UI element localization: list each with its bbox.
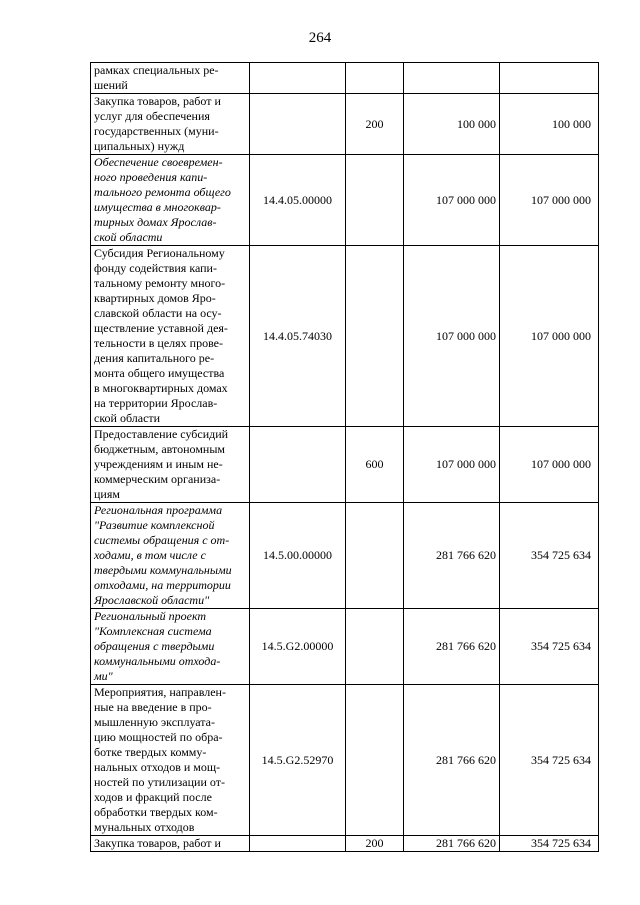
expense-name-line: славской области на осу- xyxy=(94,306,222,320)
table-row xyxy=(91,609,599,685)
expense-name-line: услуг для обеспечения xyxy=(94,109,210,123)
expense-name-cell xyxy=(91,685,250,836)
expense-name-line: ходами, в том числе с xyxy=(94,548,206,562)
expense-name-cell xyxy=(91,155,250,246)
amount-year2-cell: 100 000 xyxy=(500,94,599,155)
expense-name-line: коммунальными отхода- xyxy=(94,654,221,668)
expense-name-line: ходов и фракций после xyxy=(94,790,212,804)
expense-name-line: тельности в целях прове- xyxy=(94,336,224,350)
expense-name-line: имущества в многоквар- xyxy=(94,200,221,214)
expense-name-cell xyxy=(91,63,250,94)
expense-name-line: ботке твердых комму- xyxy=(94,745,207,759)
expense-name-cell xyxy=(91,427,250,503)
page-number: 264 xyxy=(308,30,332,46)
budget-table-body xyxy=(91,63,599,852)
amount-year2-cell: 107 000 000 xyxy=(500,155,599,246)
expense-name-line: ской области xyxy=(94,230,163,244)
table-row xyxy=(91,155,599,246)
table-row xyxy=(91,63,599,94)
expense-name-line: государственных (муни- xyxy=(94,124,219,138)
amount-year2-cell: 354 725 634 xyxy=(500,609,599,685)
table-row xyxy=(91,503,599,609)
target-article-code-cell: 14.4.05.00000 xyxy=(250,155,346,246)
expense-name-line: ской области xyxy=(94,411,161,425)
target-article-code-cell xyxy=(250,427,346,503)
expense-name-line: обращения с твердыми xyxy=(94,639,215,653)
amount-year2-cell: 107 000 000 xyxy=(500,427,599,503)
expense-name-line: ществление уставной дея- xyxy=(94,321,228,335)
expense-name-line: тирных домах Ярослав- xyxy=(94,215,217,229)
expense-name-line: учреждениям и иным не- xyxy=(94,457,223,471)
expense-name-cell xyxy=(91,246,250,427)
amount-year1-cell: 281 766 620 xyxy=(404,836,500,852)
amount-year2-cell: 354 725 634 xyxy=(500,836,599,852)
expense-name-line: Закупка товаров, работ и xyxy=(94,836,221,850)
target-article-code-cell: 14.5.G2.00000 xyxy=(250,609,346,685)
expense-name-line: "Развитие комплексной xyxy=(94,518,215,532)
expense-type-code-cell: 200 xyxy=(346,836,404,852)
amount-year1-cell: 107 000 000 xyxy=(404,427,500,503)
expense-name-line: ные на введение в про- xyxy=(94,700,212,714)
expense-name-line: "Комплексная система xyxy=(94,624,212,638)
table-row xyxy=(91,685,599,836)
amount-year1-cell xyxy=(404,63,500,94)
expense-name-line: Предоставление субсидий xyxy=(94,427,229,441)
expense-name-line: рамках специальных ре- xyxy=(94,63,219,77)
amount-year1-cell: 107 000 000 xyxy=(404,155,500,246)
expense-type-code-cell xyxy=(346,609,404,685)
expense-name-line: отходами, на территории xyxy=(94,578,231,592)
expense-name-cell xyxy=(91,609,250,685)
amount-year1-cell: 281 766 620 xyxy=(404,503,500,609)
amount-year2-cell: 354 725 634 xyxy=(500,685,599,836)
target-article-code-cell xyxy=(250,94,346,155)
expense-name-line: нальных отходов и мощ- xyxy=(94,760,221,774)
target-article-code-cell xyxy=(250,836,346,852)
expense-type-code-cell: 600 xyxy=(346,427,404,503)
target-article-code-cell: 14.4.05.74030 xyxy=(250,246,346,427)
expense-name-line: циям xyxy=(94,487,120,501)
expense-name-line: ми" xyxy=(94,669,113,683)
expense-name-cell xyxy=(91,836,250,852)
amount-year2-cell: 354 725 634 xyxy=(500,503,599,609)
expense-type-code-cell xyxy=(346,246,404,427)
target-article-code-cell xyxy=(250,63,346,94)
amount-year2-cell: 107 000 000 xyxy=(500,246,599,427)
expense-name-cell xyxy=(91,503,250,609)
target-article-code-cell: 14.5.G2.52970 xyxy=(250,685,346,836)
table-row xyxy=(91,427,599,503)
expense-name-line: Закупка товаров, работ и xyxy=(94,94,221,108)
expense-name-line: фонду содействия капи- xyxy=(94,261,217,275)
expense-name-line: ностей по утилизации от- xyxy=(94,775,225,789)
expense-type-code-cell: 200 xyxy=(346,94,404,155)
amount-year2-cell xyxy=(500,63,599,94)
expense-type-code-cell xyxy=(346,155,404,246)
expense-name-line: монта общего имущества xyxy=(94,366,225,380)
expense-name-line: системы обращения с от- xyxy=(94,533,230,547)
target-article-code-cell: 14.5.00.00000 xyxy=(250,503,346,609)
expense-name-line: тальному ремонту много- xyxy=(94,276,226,290)
expense-name-line: бюджетным, автономным xyxy=(94,442,225,456)
expense-name-line: твердыми коммунальными xyxy=(94,563,232,577)
expense-name-line: мышленную эксплуата- xyxy=(94,715,216,729)
expense-type-code-cell xyxy=(346,63,404,94)
expense-name-line: на территории Ярослав- xyxy=(94,396,218,410)
expense-name-line: мунальных отходов xyxy=(94,820,195,834)
table-row xyxy=(91,246,599,427)
expense-name-line: тального ремонта общего xyxy=(94,185,231,199)
expense-name-line: Ярославской области" xyxy=(94,593,210,607)
table-row xyxy=(91,94,599,155)
expense-name-line: квартирных домов Яро- xyxy=(94,291,216,305)
expense-name-line: обработки твердых ком- xyxy=(94,805,218,819)
expense-name-line: ного проведения капи- xyxy=(94,170,208,184)
amount-year1-cell: 281 766 620 xyxy=(404,609,500,685)
expense-name-cell xyxy=(91,94,250,155)
expense-type-code-cell xyxy=(346,503,404,609)
expense-name-line: Субсидия Региональному xyxy=(94,246,225,260)
expense-name-line: коммерческим организа- xyxy=(94,472,221,486)
expense-name-line: дения капитального ре- xyxy=(94,351,215,365)
table-row xyxy=(91,836,599,852)
expense-name-line: Региональный проект xyxy=(94,609,207,623)
expense-name-line: шений xyxy=(94,78,128,92)
amount-year1-cell: 100 000 xyxy=(404,94,500,155)
expense-name-line: ципальных) нужд xyxy=(94,139,185,153)
expense-name-line: в многоквартирных домах xyxy=(94,381,228,395)
expense-name-line: цию мощностей по обра- xyxy=(94,730,223,744)
expense-name-line: Региональная программа xyxy=(94,503,223,517)
expense-name-line: Мероприятия, направлен- xyxy=(94,685,226,699)
budget-table xyxy=(90,62,599,852)
expense-type-code-cell xyxy=(346,685,404,836)
expense-name-line: Обеспечение своевремен- xyxy=(94,155,223,169)
amount-year1-cell: 107 000 000 xyxy=(404,246,500,427)
amount-year1-cell: 281 766 620 xyxy=(404,685,500,836)
